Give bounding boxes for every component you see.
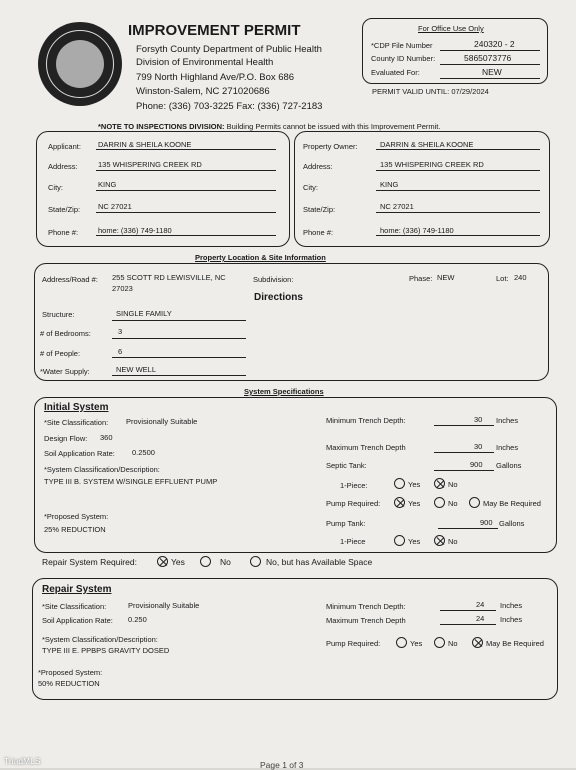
initial-pump-yes-label: Yes [408,499,421,508]
repair-sys-class: TYPE III E. PPBPS GRAVITY DOSED [42,646,170,655]
repair-proposed: 50% REDUCTION [38,679,100,688]
design-flow-value: 360 [100,433,113,442]
repair-pump-yes-label: Yes [410,639,423,648]
septic-onepiece-no-radio[interactable] [434,478,445,489]
septic-tank-unit: Gallons [496,461,522,470]
initial-max-trench: 30 [474,442,483,451]
repair-required-avail-label: No, but has Available Space [266,557,373,567]
pump-onepiece-yes-radio[interactable] [394,535,405,546]
repair-pump-maybe-label: May Be Required [486,639,544,648]
initial-system-title: Initial System [44,402,109,413]
applicant-address-label: Address: [48,162,78,171]
initial-soil-rate: 0.2500 [132,448,155,457]
repair-min-trench-unit: Inches [500,601,523,610]
owner-phone: home: (336) 749-1180 [380,226,454,235]
office-use-title: For Office Use Only [418,24,484,33]
system-specs-heading: System Specifications [244,387,324,396]
dept-line2: Division of Environmental Health [136,57,274,68]
page-number: Page 1 of 3 [260,760,304,770]
repair-min-trench-label: Minimum Trench Depth: [326,602,406,611]
owner-address-label: Address: [303,162,333,171]
applicant-address: 135 WHISPERING CREEK RD [98,160,202,169]
people-value: 6 [118,347,123,356]
applicant-phone: home: (336) 749-1180 [98,226,172,235]
site-info-heading: Property Location & Site Information [195,253,326,262]
repair-soil-rate: 0.250 [128,615,147,624]
owner-name-label: Property Owner: [303,142,358,151]
county-id-label: County ID Number: [371,54,436,63]
initial-max-trench-unit: Inches [496,443,519,452]
dept-address1: 799 North Highland Ave/P.O. Box 686 [136,72,295,83]
repair-max-trench-label: Maximum Trench Depth [326,616,406,625]
initial-pump-maybe-label: May Be Required [483,499,541,508]
county-seal-logo [38,22,122,106]
directions-heading: Directions [254,292,303,303]
repair-required-no-label: No [220,557,231,567]
septic-tank-label: Septic Tank: [326,461,367,470]
bedrooms-label: # of Bedrooms: [40,329,91,338]
initial-sys-class: TYPE III B. SYSTEM W/SINGLE EFFLUENT PUMP [44,477,218,486]
site-address-label: Address/Road #: [42,275,98,284]
initial-pump-no-label: No [448,499,458,508]
septic-onepiece-no-label: No [448,480,458,489]
repair-pump-no-radio[interactable] [434,637,445,648]
owner-statezip-label: State/Zip: [303,205,336,214]
pump-onepiece-label: 1-Piece [340,537,366,546]
repair-system-title: Repair System [42,584,112,595]
repair-site-class-label: *Site Classification: [42,602,107,611]
design-flow-label: Design Flow: [44,434,88,443]
repair-site-class: Provisionally Suitable [128,601,200,610]
repair-required-no-radio[interactable] [200,556,211,567]
initial-sys-class-label: *System Classification/Description: [44,465,160,474]
applicant-city-label: City: [48,183,63,192]
lot-value: 240 [514,273,527,282]
repair-pump-required-label: Pump Required: [326,639,381,648]
repair-sys-class-label: *System Classification/Description: [42,635,158,644]
phase-value: NEW [437,273,455,282]
permit-title: IMPROVEMENT PERMIT [128,22,301,39]
initial-soil-rate-label: Soil Application Rate: [44,449,115,458]
cdp-label: *CDP File Number [371,41,433,50]
pump-tank-unit: Gallons [499,519,525,528]
septic-tank-value: 900 [470,460,483,469]
initial-site-class-label: *Site Classification: [44,418,109,427]
structure-value: SINGLE FAMILY [116,309,172,318]
repair-required-label: Repair System Required: [42,557,137,567]
pump-onepiece-no-radio[interactable] [434,535,445,546]
site-address-line1: 255 SCOTT RD LEWISVILLE, NC [112,273,226,282]
owner-phone-label: Phone #: [303,228,334,237]
mls-watermark: TriadMLS [4,756,41,766]
repair-required-yes-label: Yes [171,557,185,567]
initial-max-trench-label: Maximum Trench Depth [326,443,406,452]
subdivision-label: Subdivision: [253,275,294,284]
evaluated-label: Evaluated For: [371,68,420,77]
pump-tank-label: Pump Tank: [326,519,366,528]
dept-line1: Forsyth County Department of Public Health [136,44,322,55]
applicant-statezip: NC 27021 [98,202,132,211]
owner-statezip: NC 27021 [380,202,414,211]
initial-min-trench: 30 [474,415,483,424]
septic-onepiece-label: 1-Piece: [340,481,368,490]
structure-label: Structure: [42,310,75,319]
owner-city: KING [380,180,399,189]
repair-max-trench-unit: Inches [500,615,523,624]
repair-required-avail-radio[interactable] [250,556,261,567]
site-address-line2: 27023 [112,284,133,293]
owner-city-label: City: [303,183,318,192]
repair-max-trench: 24 [476,614,485,623]
septic-onepiece-yes-radio[interactable] [394,478,405,489]
pump-tank-value: 900 [480,518,493,527]
repair-pump-no-label: No [448,639,458,648]
water-supply-label: *Water Supply: [40,367,90,376]
water-supply-value: NEW WELL [116,365,157,374]
applicant-name: DARRIN & SHEILA KOONE [98,140,192,149]
owner-name: DARRIN & SHEILA KOONE [380,140,474,149]
bedrooms-value: 3 [118,327,123,336]
permit-valid-until: PERMIT VALID UNTIL: 07/29/2024 [372,87,489,96]
cdp-value: 240320 - 2 [474,39,515,49]
owner-address: 135 WHISPERING CREEK RD [380,160,484,169]
repair-required-yes-radio[interactable] [157,556,168,567]
applicant-phone-label: Phone #: [48,228,79,237]
initial-pump-maybe-radio[interactable] [469,497,480,508]
initial-min-trench-label: Minimum Trench Depth: [326,416,406,425]
initial-site-class: Provisionally Suitable [126,417,198,426]
applicant-city: KING [98,180,117,189]
repair-min-trench: 24 [476,600,485,609]
county-id-value: 5865073776 [464,53,512,63]
initial-pump-no-radio[interactable] [434,497,445,508]
repair-proposed-label: *Proposed System: [38,668,103,677]
initial-proposed: 25% REDUCTION [44,525,106,534]
repair-pump-maybe-radio[interactable] [472,637,483,648]
septic-onepiece-yes-label: Yes [408,480,421,489]
phase-label: Phase: [409,274,433,283]
pump-onepiece-yes-label: Yes [408,537,421,546]
initial-pump-required-label: Pump Required: [326,499,381,508]
evaluated-value: NEW [482,67,502,77]
repair-soil-rate-label: Soil Application Rate: [42,616,113,625]
initial-pump-yes-radio[interactable] [394,497,405,508]
inspection-note: *NOTE TO INSPECTIONS DIVISION: Building Permits cannot be issued with this Improvement Permit. [98,122,441,131]
initial-proposed-label: *Proposed System: [44,512,109,521]
initial-min-trench-unit: Inches [496,416,519,425]
pump-onepiece-no-label: No [448,537,458,546]
applicant-statezip-label: State/Zip: [48,205,81,214]
dept-address2: Winston-Salem, NC 271020686 [136,86,270,97]
dept-phone: Phone: (336) 703-3225 Fax: (336) 727-2183 [136,101,323,112]
repair-pump-yes-radio[interactable] [396,637,407,648]
people-label: # of People: [40,349,81,358]
lot-label: Lot: [496,274,509,283]
applicant-name-label: Applicant: [48,142,81,151]
